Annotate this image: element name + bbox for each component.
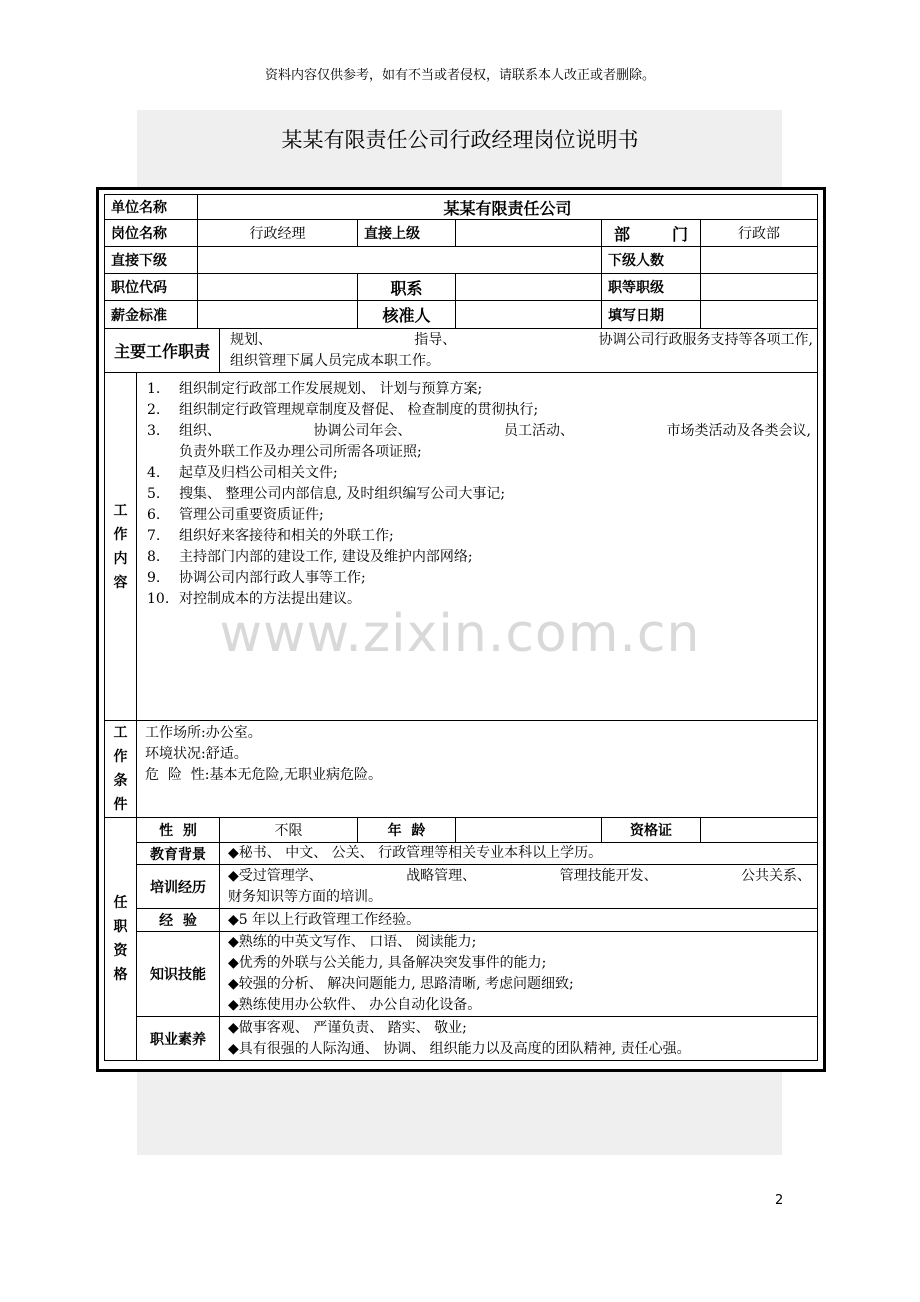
- quality-value: [220, 1017, 818, 1061]
- work-content-label: 工 作 内 容: [105, 373, 137, 721]
- work-conditions-label: 工 作 条 件: [105, 721, 137, 818]
- grade-label: 职等职级: [602, 274, 701, 301]
- watermark: www.zixin.com.cn: [219, 604, 701, 664]
- list-item: 4. 起草及归档公司相关文件;: [147, 465, 338, 481]
- work-content-list: [137, 373, 817, 610]
- list-item: 8. 主持部门内部的建设工作, 建设及维护内部网络;: [147, 549, 473, 565]
- list-item: 1. 组织制定行政部工作发展规划、 计划与预算方案;: [147, 381, 483, 397]
- job-family-value: [456, 274, 602, 301]
- list-item: 3. 组织、 协调公司年会、 员工活动、 市场类活动及各类会议, 负责外联工作及办理公司所需各项证照;: [147, 423, 811, 460]
- page-number: 2: [775, 1193, 784, 1208]
- row-training: [105, 865, 818, 909]
- work-hazard: 危 险 性:基本无危险,无职业病危险。: [145, 767, 382, 783]
- row-salary: [105, 301, 818, 329]
- list-item: 7. 组织好来客接待和相关的外联工作;: [147, 528, 394, 544]
- list-item: ◆较强的分析、 解决问题能力, 思路清晰, 考虑问题细致;: [228, 976, 574, 992]
- experience-value: ◆5 年以上行政管理工作经验。: [220, 909, 818, 932]
- education-value: ◆秘书、 中文、 公关、 行政管理等相关专业本科以上学历。: [220, 843, 818, 865]
- row-education: [105, 843, 818, 865]
- list-item: 5. 搜集、 整理公司内部信息, 及时组织编写公司大事记;: [147, 486, 506, 502]
- qualifications-label: 任 职 资 格: [105, 818, 137, 1061]
- row-subordinate: [105, 247, 818, 274]
- row-skills: [105, 932, 818, 1017]
- position-code-label: 职位代码: [105, 274, 198, 301]
- row-gender-age: [105, 818, 818, 843]
- duty-line-2: 组织管理下属人员完成本职工作。: [230, 352, 440, 369]
- document-title: 某某有限责任公司行政经理岗位说明书: [281, 128, 639, 152]
- list-item: 10. 对控制成本的方法提出建议。: [147, 591, 361, 607]
- sub-count-value: [701, 247, 818, 274]
- gender-value: 不限: [220, 818, 358, 843]
- list-item: ◆具有很强的人际沟通、 协调、 组织能力以及高度的团队精神, 责任心强。: [228, 1040, 691, 1057]
- row-position-code: [105, 274, 818, 301]
- work-conditions-text: [137, 721, 818, 818]
- grade-value: [701, 274, 818, 301]
- certificate-value: [701, 818, 818, 843]
- experience-label: 经 验: [137, 909, 220, 932]
- position-name-label: 岗位名称: [105, 220, 198, 247]
- row-unit-name: [105, 195, 818, 220]
- list-item: 6. 管理公司重要资质证件;: [147, 507, 324, 523]
- main-duties-label: 主要工作职责: [105, 329, 220, 373]
- age-value: [456, 818, 602, 843]
- list-item: 9. 协调公司内部行政人事等工作;: [147, 570, 366, 586]
- duty-part-plan: 规划、: [230, 331, 272, 348]
- education-label: 教育背景: [137, 843, 220, 865]
- list-item: ◆优秀的外联与公关能力, 具备解决突发事件的能力;: [228, 955, 547, 971]
- training-value: ◆受过管理学、 战略管理、 管理技能开发、 公共关系、 财务知识等方面的培训。: [220, 865, 818, 909]
- unit-name-value: 某某有限责任公司: [198, 195, 818, 220]
- dept-label-char-a: 部: [614, 224, 631, 244]
- position-name-value: 行政经理: [198, 220, 358, 247]
- dept-value: 行政部: [701, 220, 818, 247]
- superior-value: [456, 220, 602, 247]
- subordinate-value: [198, 247, 602, 274]
- superior-label: 直接上级: [358, 220, 456, 247]
- row-professional-quality: [105, 1017, 818, 1061]
- unit-name-label: 单位名称: [105, 195, 198, 220]
- job-family-label: 职系: [358, 274, 456, 301]
- disclaimer-text: 资料内容仅供参考，如有不当或者侵权，请联系本人改正或者删除。: [264, 68, 655, 83]
- skills-value: [220, 932, 818, 1017]
- row-work-content: [105, 373, 818, 721]
- sub-count-label: 下级人数: [602, 247, 701, 274]
- position-code-value: [198, 274, 358, 301]
- salary-label: 薪金标准: [105, 301, 198, 329]
- work-place: 工作场所:办公室。: [145, 725, 262, 741]
- duty-part-coordinate: 协调公司行政服务支持等各项工作,: [598, 331, 814, 348]
- fill-date-value: [701, 301, 818, 329]
- work-content-list-cell: [137, 373, 818, 721]
- row-experience: [105, 909, 818, 932]
- row-position-name: [105, 220, 818, 247]
- fill-date-label: 填写日期: [602, 301, 701, 329]
- list-item: ◆熟练的中英文写作、 口语、 阅读能力;: [228, 934, 477, 950]
- skills-label: 知识技能: [137, 932, 220, 1017]
- list-item: ◆做事客观、 严谨负责、 踏实、 敬业;: [228, 1019, 467, 1036]
- list-item: 2. 组织制定行政管理规章制度及督促、 检查制度的贯彻执行;: [147, 402, 539, 418]
- age-label: 年 龄: [358, 818, 456, 843]
- duty-part-guide: 指导、: [414, 331, 457, 348]
- quality-label: 职业素养: [137, 1017, 220, 1061]
- salary-value: [198, 301, 358, 329]
- list-item: ◆熟练使用办公软件、 办公自动化设备。: [228, 997, 482, 1013]
- approver-value: [456, 301, 602, 329]
- work-environment: 环境状况:舒适。: [145, 746, 248, 762]
- approver-label: 核准人: [358, 301, 456, 329]
- training-label: 培训经历: [137, 865, 220, 909]
- subordinate-label: 直接下级: [105, 247, 198, 274]
- row-main-duties: [105, 329, 818, 373]
- row-work-conditions: [105, 721, 818, 818]
- gender-label: 性 别: [137, 818, 220, 843]
- dept-label-char-b: 门: [671, 224, 688, 244]
- dept-label-cell: [602, 220, 701, 247]
- main-duties-text: [220, 329, 818, 373]
- certificate-label: 资格证: [602, 818, 701, 843]
